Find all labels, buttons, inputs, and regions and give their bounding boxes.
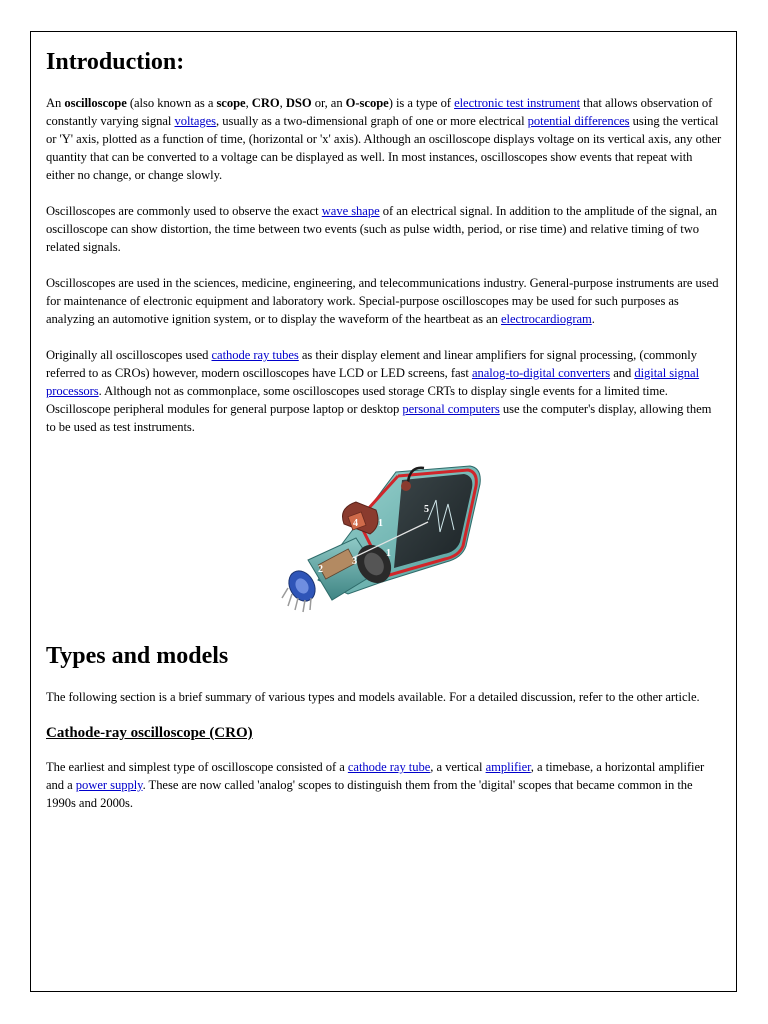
text-run: as their display element and linear amplifiers for signal processing, (commonly referred to as CROs) however, modern oscilloscopes have LCD or LED screens, fast (46, 348, 697, 380)
text-run: use the computer's display, allowing them to be used as test instruments. (46, 402, 712, 434)
text-run: An (46, 96, 65, 110)
text-run: (also known as a (126, 96, 217, 110)
bold-term: O-scope (345, 96, 389, 110)
text-run: , (245, 96, 252, 110)
bold-term: CRO (251, 96, 280, 110)
link-cathode-ray-tubes[interactable]: cathode ray tubes (211, 348, 299, 362)
cro-subheading: Cathode-ray oscilloscope (CRO) (46, 725, 253, 741)
link-power-supply[interactable]: power supply (75, 778, 143, 792)
text-run: ) is a type of (388, 96, 455, 110)
text-run: . Although not as commonplace, some oscilloscopes used storage CRTs to display single events for a limited time. Oscilloscope peripheral modules for general purpose laptop or desktop (46, 384, 668, 416)
label-3: 3 (352, 556, 357, 567)
link-wave-shape[interactable]: wave shape (321, 204, 380, 218)
text-run: . These are now called 'analog' scopes to distinguish them from the 'digital' scopes that became common in the 1990s and 2000s. (46, 778, 693, 810)
intro-paragraph-3 (46, 274, 722, 328)
text-run: Originally all oscilloscopes used (46, 348, 212, 362)
text-run: . (591, 312, 595, 326)
link-cathode-ray-tube[interactable]: cathode ray tube (347, 760, 431, 774)
label-1a: 1 (378, 518, 383, 529)
types-paragraph: The following section is a brief summary of various types and models available. For a detailed discussion, refer to the other article. (46, 690, 700, 704)
label-4: 4 (353, 518, 358, 529)
text-run: that allows observation of constantly varying signal (46, 96, 713, 128)
label-2: 2 (318, 564, 323, 575)
text-run: , a vertical (430, 760, 486, 774)
types-and-models-heading: Types and models (46, 643, 229, 669)
text-run: or, an (311, 96, 346, 110)
crt-diagram-svg (278, 460, 484, 616)
text-run: and (610, 366, 635, 380)
link-analog-to-digital-converters[interactable]: analog-to-digital converters (471, 366, 611, 380)
text-run: , a timebase, a horizontal amplifier and a (46, 760, 705, 792)
intro-paragraph-4 (46, 346, 722, 436)
link-electrocardiogram[interactable]: electrocardiogram (501, 312, 592, 326)
bold-term: DSO (285, 96, 312, 110)
cro-paragraph (46, 758, 722, 812)
document-body (46, 48, 722, 812)
link-electronic-test-instrument[interactable]: electronic test instrument (454, 96, 581, 110)
text-run: Oscilloscopes are commonly used to observe the exact (46, 204, 322, 218)
label-5: 5 (424, 504, 429, 515)
intro-paragraph-1 (46, 94, 722, 184)
link-amplifier[interactable]: amplifier (485, 760, 531, 774)
bold-term: oscilloscope (64, 96, 127, 110)
text-run: , (279, 96, 286, 110)
label-1b: 1 (386, 548, 391, 559)
text-run: Oscilloscopes are used in the sciences, medicine, engineering, and telecommunications industry. General-purpose instruments are used for maintenance of electronic equipment and laboratory work. Special-purpose oscilloscopes may be used for such purposes as analyzing an automotive ignition system, or to display the waveform of the heartbeat as an (46, 276, 719, 326)
bold-term: scope (216, 96, 246, 110)
text-run: using the vertical or 'Y' axis, plotted as a function of time, (horizontal or 'x' axis). Although an oscilloscope displays voltage on its vertical axis, any other quantity that can be converted to a voltage can be displayed as well. In most instances, oscilloscopes show events that repeat with either no change, or change slowly. (46, 114, 722, 182)
link-potential-differences[interactable]: potential differences (527, 114, 630, 128)
introduction-heading: Introduction: (46, 49, 185, 75)
text-run: The earliest and simplest type of oscilloscope consisted of a (46, 760, 348, 774)
crt-cutaway-illustration (278, 460, 484, 616)
link-voltages[interactable]: voltages (174, 114, 217, 128)
link-personal-computers[interactable]: personal computers (402, 402, 500, 416)
intro-paragraph-2 (46, 202, 722, 256)
text-run: of an electrical signal. In addition to the amplitude of the signal, an oscilloscope can show distortion, the time between two events (such as pulse width, period, or rise time) and relative timing of two related signals. (46, 204, 718, 254)
link-digital-signal-processors[interactable]: digital signal processors (46, 366, 700, 398)
text-run: , usually as a two-dimensional graph of one or more electrical (216, 114, 528, 128)
